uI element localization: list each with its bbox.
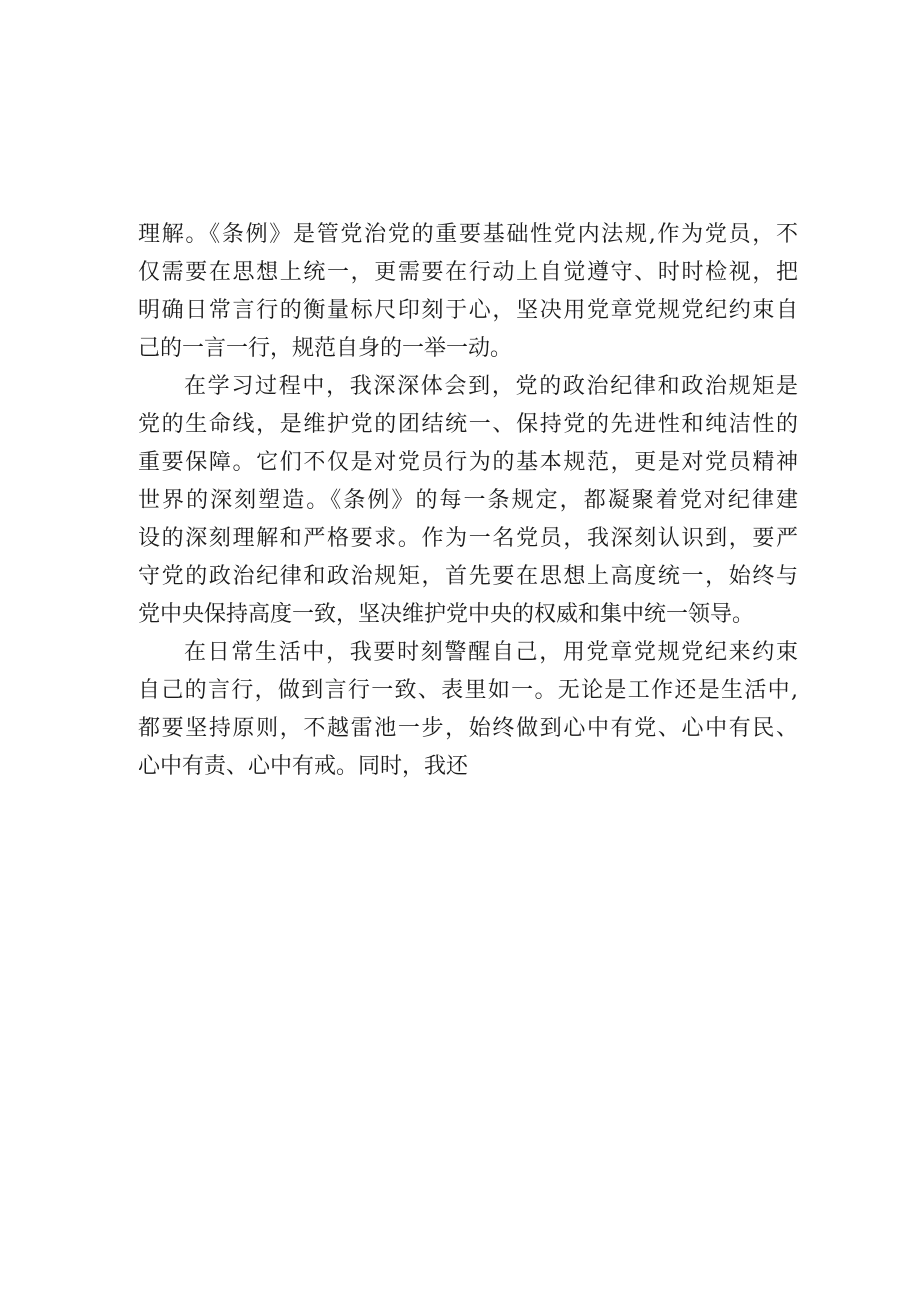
text-line: 重要保障。它们不仅是对党员行为的基本规范，更是对党员精神 — [138, 450, 798, 475]
text-line: 心中有责、心中有戒。同时，我还 — [138, 754, 469, 779]
text-line: 都要坚持原则，不越雷池一步，始终做到心中有党、心中有民、 — [138, 716, 798, 741]
text-line: 己的一言一行，规范自身的一举一动。 — [138, 336, 513, 361]
text-line: 党中央保持高度一致，坚决维护党中央的权威和集中统一领导。 — [138, 602, 755, 627]
text-line: 党的生命线，是维护党的团结统一、保持党的先进性和纯洁性的 — [138, 412, 798, 437]
text-line: 守党的政治纪律和政治规矩，首先要在思想上高度统一，始终与 — [138, 564, 798, 589]
text-line: 自己的言行，做到言行一致、表里如一。无论是工作还是生活中, — [138, 678, 798, 703]
text-line: 在日常生活中，我要时刻警醒自己，用党章党规党纪来约束 — [184, 640, 798, 665]
text-line: 世界的深刻塑造。《条例》的每一条规定，都凝聚着党对纪律建 — [138, 488, 798, 513]
body-text — [138, 216, 798, 786]
text-line: 仅需要在思想上统一，更需要在行动上自觉遵守、时时检视，把 — [138, 260, 798, 285]
text-line: 在学习过程中，我深深体会到，党的政治纪律和政治规矩是 — [184, 374, 798, 399]
paragraph-1 — [138, 216, 798, 368]
text-line: 设的深刻理解和严格要求。作为一名党员，我深刻认识到，要严 — [138, 526, 798, 551]
paragraph-3 — [138, 634, 798, 786]
paragraph-2 — [138, 368, 798, 634]
text-line: 理解。《条例》是管党治党的重要基础性党内法规,作为党员，不 — [138, 222, 798, 247]
text-line: 明确日常言行的衡量标尺印刻于心，坚决用党章党规党纪约束自 — [138, 298, 798, 323]
